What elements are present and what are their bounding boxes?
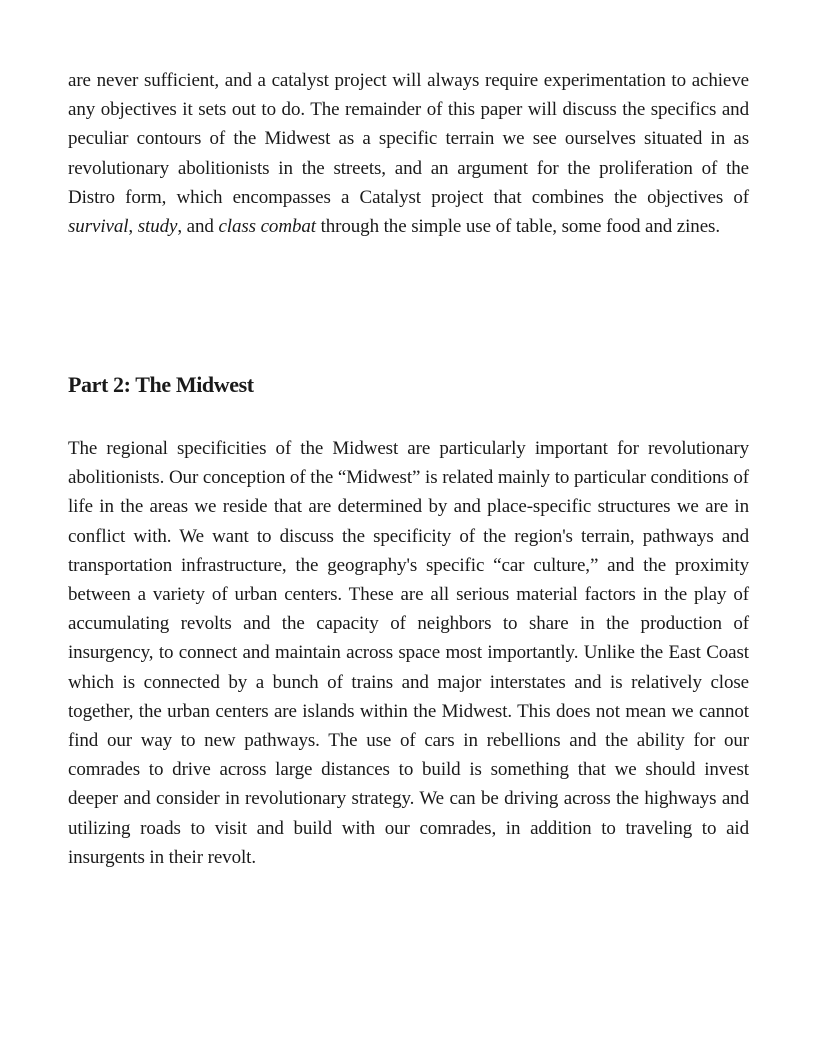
document-page — [68, 66, 749, 868]
intro-text-part2: through the simple use of table, some food and zines. — [315, 216, 720, 238]
intro-separator-1: , — [128, 216, 138, 238]
emphasis-class-combat: class combat — [218, 216, 316, 238]
intro-paragraph — [68, 66, 749, 241]
midwest-paragraph: The regional specificities of the Midwest are particularly important for revolutionary abolitionists. Our conception of the “Midwest” is related mainly to particular conditions of life in the areas we reside that are determined by and place-specific structures we are in conflict with. We want to discuss the specificity of the region's terrain, pathways and transportation infrastructure, the geography's specific “car culture,” and the proximity between a variety of urban centers. These are all serious material factors in the play of accumulating revolts and the capacity of neighbors to share in the production of insurgency, to connect and maintain across space most importantly. Unlike the East Coast which is connected by a bunch of trains and major interstates and is relatively close together, the urban centers are islands within the Midwest. This does not mean we cannot find our way to new pathways. The use of cars in rebellions and the ability for our comrades to drive across large distances to build is something that we should invest deeper and consider in revolutionary strategy. We can be driving across the highways and utilizing roads to visit and build with our comrades, in addition to traveling to aid insurgents in their revolt. — [68, 438, 749, 868]
intro-separator-2: , and — [177, 216, 219, 238]
emphasis-survival: survival — [68, 216, 129, 238]
emphasis-study: study — [137, 216, 178, 238]
section-heading: Part 2: The Midwest — [68, 372, 254, 397]
intro-text-part1: are never sufficient, and a catalyst project will always require experimentation to achieve any objectives it sets out to do. The remainder of this paper will discuss the specifics and peculiar contours of the Midwest as a specific terrain we see ourselves situated in as revolutionary abolitionists in the streets, and an argument for the proliferation of the Distro form, which encompasses a Catalyst project that combines the objectives of — [68, 70, 749, 208]
